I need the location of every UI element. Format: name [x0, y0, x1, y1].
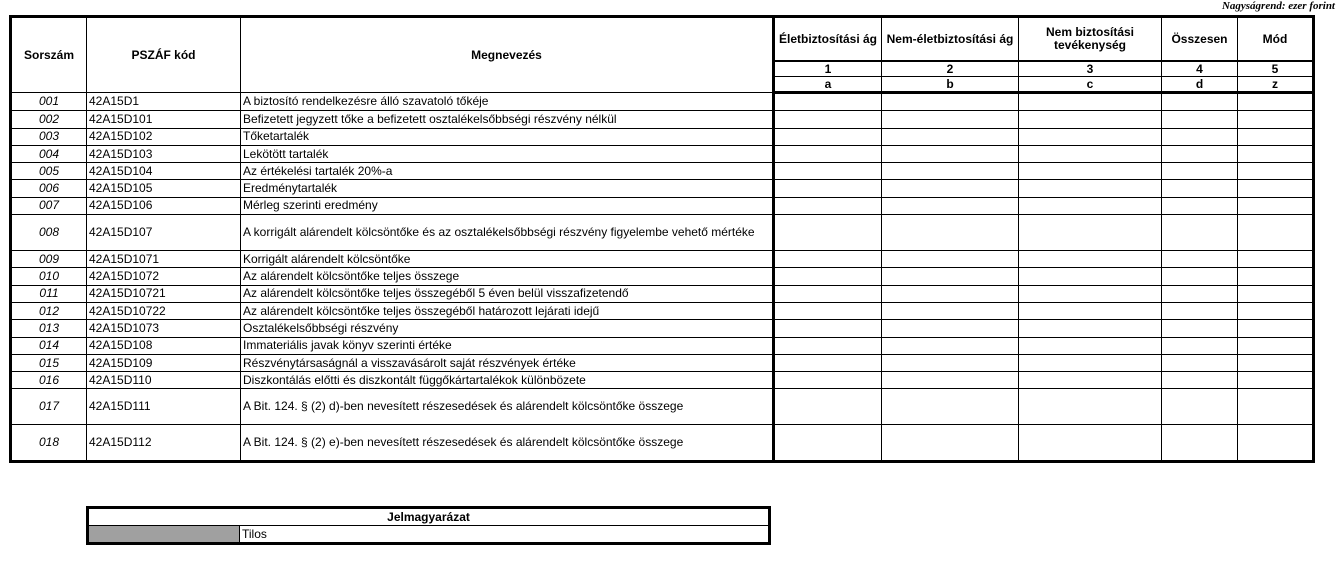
value-cell[interactable]: [1162, 354, 1238, 371]
col-letter-c: c: [1019, 77, 1162, 93]
row-name: Eredménytartalék: [241, 180, 774, 197]
row-number: 016: [11, 372, 87, 389]
value-cell[interactable]: [882, 337, 1019, 354]
row-code: 42A15D109: [87, 354, 241, 371]
value-cell[interactable]: [882, 354, 1019, 371]
col-megnevezes-header: Megnevezés: [241, 17, 774, 93]
value-cell[interactable]: [1019, 145, 1162, 162]
row-name: Az alárendelt kölcsöntőke teljes összege: [241, 268, 774, 285]
value-cell[interactable]: [1238, 111, 1314, 128]
value-cell[interactable]: [1019, 215, 1162, 251]
value-cell[interactable]: [1238, 354, 1314, 371]
legend-title: Jelmagyarázat: [88, 508, 770, 526]
row-name: Az alárendelt kölcsöntőke teljes összegéből 5 éven belül visszafizetendő: [241, 285, 774, 302]
value-cell[interactable]: [1162, 320, 1238, 337]
row-name: Az értékelési tartalék 20%-a: [241, 163, 774, 180]
value-cell[interactable]: [1162, 163, 1238, 180]
row-name: Immateriális javak könyv szerinti értéke: [241, 337, 774, 354]
value-cell[interactable]: [1162, 128, 1238, 145]
row-code: 42A15D108: [87, 337, 241, 354]
value-cell[interactable]: [1019, 268, 1162, 285]
row-code: 42A15D10722: [87, 302, 241, 319]
row-number: 018: [11, 425, 87, 462]
value-cell[interactable]: [774, 372, 882, 389]
row-number: 012: [11, 302, 87, 319]
table-row: [11, 215, 1314, 251]
capital-table: [9, 15, 1315, 463]
row-number: 017: [11, 389, 87, 425]
value-cell[interactable]: [1019, 111, 1162, 128]
legend-swatch-forbidden: [88, 526, 240, 544]
value-cell[interactable]: [882, 320, 1019, 337]
row-number: 008: [11, 215, 87, 251]
value-cell[interactable]: [1019, 251, 1162, 268]
unit-note: Nagyságrend: ezer forint: [1221, 0, 1335, 12]
col-sorszam-header: Sorszám: [11, 17, 87, 93]
row-name: Lekötött tartalék: [241, 145, 774, 162]
value-cell[interactable]: [1238, 425, 1314, 462]
row-number: 007: [11, 197, 87, 214]
table-row: [11, 251, 1314, 268]
col-letter-z: z: [1238, 77, 1314, 93]
value-cell[interactable]: [882, 163, 1019, 180]
col-number-3: 3: [1019, 61, 1162, 77]
value-cell[interactable]: [1238, 180, 1314, 197]
row-number: 009: [11, 251, 87, 268]
row-code: 42A15D111: [87, 389, 241, 425]
row-name: A korrigált alárendelt kölcsöntőke és az osztalékelsőbbségi részvény figyelembe vehető mértéke: [241, 215, 774, 251]
table-row: [11, 302, 1314, 319]
value-cell[interactable]: [1238, 215, 1314, 251]
value-cell[interactable]: [1162, 111, 1238, 128]
col-letter-b: b: [882, 77, 1019, 93]
row-name: A biztosító rendelkezésre álló szavatoló tőkéje: [241, 93, 774, 111]
row-number: 006: [11, 180, 87, 197]
row-name: Osztalékelsőbbségi részvény: [241, 320, 774, 337]
value-cell[interactable]: [1019, 372, 1162, 389]
value-cell[interactable]: [1162, 180, 1238, 197]
value-cell[interactable]: [774, 251, 882, 268]
value-cell[interactable]: [1162, 285, 1238, 302]
row-name: Korrigált alárendelt kölcsöntőke: [241, 251, 774, 268]
value-cell[interactable]: [1238, 372, 1314, 389]
value-cell[interactable]: [1238, 302, 1314, 319]
value-cell[interactable]: [1238, 145, 1314, 162]
legend-table: [86, 506, 771, 545]
value-cell[interactable]: [774, 111, 882, 128]
row-number: 003: [11, 128, 87, 145]
row-code: 42A15D1073: [87, 320, 241, 337]
col-header-2: Nem-életbiztosítási ág: [882, 17, 1019, 62]
value-cell[interactable]: [1019, 180, 1162, 197]
row-number: 005: [11, 163, 87, 180]
row-code: 42A15D112: [87, 425, 241, 462]
row-code: 42A15D102: [87, 128, 241, 145]
row-name: Befizetett jegyzett tőke a befizetett osztalékelsőbbségi részvény nélkül: [241, 111, 774, 128]
row-number: 002: [11, 111, 87, 128]
value-cell[interactable]: [1238, 93, 1314, 111]
table-row: [11, 197, 1314, 214]
col-letter-a: a: [774, 77, 882, 93]
value-cell[interactable]: [1019, 425, 1162, 462]
row-code: 42A15D1071: [87, 251, 241, 268]
row-number: 011: [11, 285, 87, 302]
row-code: 42A15D1072: [87, 268, 241, 285]
row-name: Diszkontálás előtti és diszkontált függőkártartalékok különbözete: [241, 372, 774, 389]
row-name: Tőketartalék: [241, 128, 774, 145]
col-number-4: 4: [1162, 61, 1238, 77]
table-row: [11, 145, 1314, 162]
col-pszaf-header: PSZÁF kód: [87, 17, 241, 93]
row-name: Az alárendelt kölcsöntőke teljes összegéből határozott lejárati idejű: [241, 302, 774, 319]
value-cell[interactable]: [774, 302, 882, 319]
col-header-5: Mód: [1238, 17, 1314, 62]
row-number: 014: [11, 337, 87, 354]
value-cell[interactable]: [774, 337, 882, 354]
value-cell[interactable]: [882, 128, 1019, 145]
col-number-1: 1: [774, 61, 882, 77]
value-cell[interactable]: [882, 197, 1019, 214]
value-cell[interactable]: [1162, 302, 1238, 319]
value-cell[interactable]: [882, 180, 1019, 197]
row-number: 001: [11, 93, 87, 111]
row-code: 42A15D101: [87, 111, 241, 128]
row-number: 015: [11, 354, 87, 371]
value-cell[interactable]: [1019, 93, 1162, 111]
value-cell[interactable]: [1162, 268, 1238, 285]
value-cell[interactable]: [882, 425, 1019, 462]
value-cell[interactable]: [1162, 251, 1238, 268]
row-code: 42A15D104: [87, 163, 241, 180]
value-cell[interactable]: [1162, 145, 1238, 162]
value-cell[interactable]: [1019, 302, 1162, 319]
value-cell[interactable]: [1019, 320, 1162, 337]
value-cell[interactable]: [1019, 128, 1162, 145]
value-cell[interactable]: [774, 93, 882, 111]
table-row: [11, 93, 1314, 111]
row-code: 42A15D107: [87, 215, 241, 251]
value-cell[interactable]: [882, 302, 1019, 319]
row-code: 42A15D10721: [87, 285, 241, 302]
row-number: 013: [11, 320, 87, 337]
table-row: [11, 372, 1314, 389]
table-row: [11, 285, 1314, 302]
col-header-3: Nem biztosítási tevékenység: [1019, 17, 1162, 62]
table-row: [11, 163, 1314, 180]
value-cell[interactable]: [1019, 285, 1162, 302]
value-cell[interactable]: [774, 285, 882, 302]
value-cell[interactable]: [882, 145, 1019, 162]
row-code: 42A15D106: [87, 197, 241, 214]
value-cell[interactable]: [774, 145, 882, 162]
value-cell[interactable]: [882, 268, 1019, 285]
value-cell[interactable]: [882, 372, 1019, 389]
row-number: 010: [11, 268, 87, 285]
value-cell[interactable]: [882, 285, 1019, 302]
value-cell[interactable]: [1238, 285, 1314, 302]
value-cell[interactable]: [774, 354, 882, 371]
col-number-5: 5: [1238, 61, 1314, 77]
row-number: 004: [11, 145, 87, 162]
value-cell[interactable]: [774, 215, 882, 251]
table-row: [11, 111, 1314, 128]
col-letter-d: d: [1162, 77, 1238, 93]
value-cell[interactable]: [882, 93, 1019, 111]
value-cell[interactable]: [1162, 93, 1238, 111]
row-name: Részvénytársaságnál a visszavásárolt saját részvények értéke: [241, 354, 774, 371]
value-cell[interactable]: [882, 215, 1019, 251]
table-row: [11, 337, 1314, 354]
row-name: A Bit. 124. § (2) e)-ben nevesített részesedések és alárendelt kölcsöntőke összege: [241, 425, 774, 462]
table-row: [11, 268, 1314, 285]
value-cell[interactable]: [882, 251, 1019, 268]
table-row: [11, 425, 1314, 462]
row-code: 42A15D1: [87, 93, 241, 111]
row-code: 42A15D105: [87, 180, 241, 197]
value-cell[interactable]: [774, 320, 882, 337]
value-cell[interactable]: [1019, 337, 1162, 354]
value-cell[interactable]: [1238, 251, 1314, 268]
value-cell[interactable]: [1019, 197, 1162, 214]
table-row: [11, 354, 1314, 371]
table-row: [11, 128, 1314, 145]
col-number-2: 2: [882, 61, 1019, 77]
col-header-4: Összesen: [1162, 17, 1238, 62]
row-name: A Bit. 124. § (2) d)-ben nevesített részesedések és alárendelt kölcsöntőke összege: [241, 389, 774, 425]
col-header-1: Életbiztosítási ág: [774, 17, 882, 62]
value-cell[interactable]: [774, 389, 882, 425]
value-cell[interactable]: [774, 197, 882, 214]
value-cell[interactable]: [1238, 128, 1314, 145]
row-code: 42A15D103: [87, 145, 241, 162]
value-cell[interactable]: [882, 389, 1019, 425]
value-cell[interactable]: [1238, 163, 1314, 180]
value-cell[interactable]: [1019, 354, 1162, 371]
value-cell[interactable]: [774, 180, 882, 197]
legend-label-forbidden: Tilos: [240, 526, 770, 544]
value-cell[interactable]: [1238, 337, 1314, 354]
value-cell[interactable]: [882, 111, 1019, 128]
value-cell[interactable]: [1162, 215, 1238, 251]
row-code: 42A15D110: [87, 372, 241, 389]
value-cell[interactable]: [774, 425, 882, 462]
value-cell[interactable]: [1162, 197, 1238, 214]
row-name: Mérleg szerinti eredmény: [241, 197, 774, 214]
value-cell[interactable]: [774, 268, 882, 285]
value-cell[interactable]: [774, 128, 882, 145]
value-cell[interactable]: [1238, 197, 1314, 214]
table-row: [11, 389, 1314, 425]
value-cell[interactable]: [1162, 372, 1238, 389]
value-cell[interactable]: [1238, 268, 1314, 285]
value-cell[interactable]: [1162, 389, 1238, 425]
value-cell[interactable]: [1162, 337, 1238, 354]
value-cell[interactable]: [1019, 163, 1162, 180]
value-cell[interactable]: [1162, 425, 1238, 462]
value-cell[interactable]: [1238, 320, 1314, 337]
table-row: [11, 320, 1314, 337]
table-row: [11, 180, 1314, 197]
value-cell[interactable]: [1238, 389, 1314, 425]
value-cell[interactable]: [774, 163, 882, 180]
value-cell[interactable]: [1019, 389, 1162, 425]
